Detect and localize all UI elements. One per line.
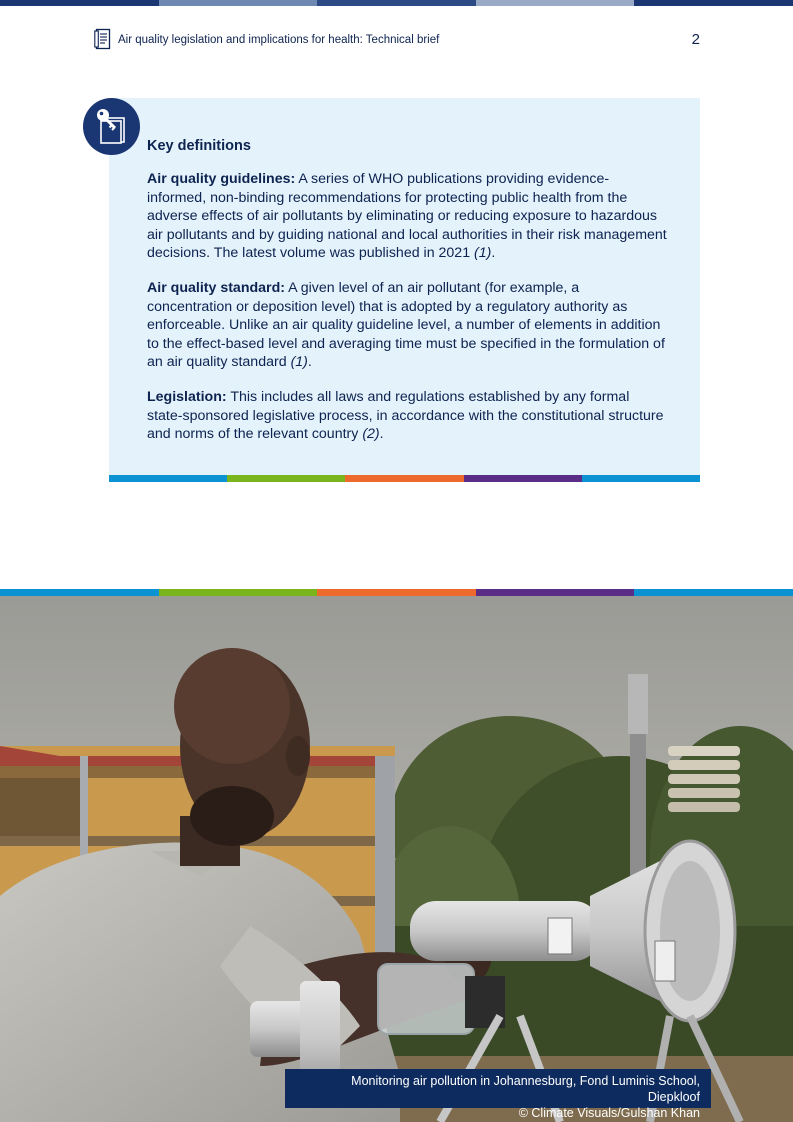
bar-segment-blue	[582, 475, 700, 482]
definitions-content	[147, 138, 667, 460]
photo-color-bar	[0, 589, 793, 596]
bar-segment-blue	[634, 589, 793, 596]
definition-legislation	[147, 388, 667, 444]
key-document-glyph	[95, 108, 129, 144]
definitions-heading: Key definitions	[147, 138, 251, 154]
top-bar-segment	[634, 0, 793, 6]
bar-segment-green	[159, 589, 318, 596]
bar-segment-green	[227, 475, 345, 482]
radiation-shield	[668, 746, 740, 812]
top-bar-segment	[0, 0, 159, 6]
bar-segment-purple	[476, 589, 635, 596]
header-title: Air quality legislation and implications for health: Technical brief	[118, 34, 440, 46]
definition-text: This includes all laws and regulations established by any formal state-sponsored legislative process, in accordance with the constitutional structure and norms of the relevant country	[147, 388, 664, 443]
definition-text: A given level of an air pollutant (for example, a concentration or deposition level) that is adopted by a regulatory authority as enforceable. Unlike an air quality guideline level, a number of elements in addition to the effect-based level and averaging time must be specified in the formulation of an air quality standard	[147, 279, 665, 371]
reference-link[interactable]: (2)	[362, 426, 380, 443]
definition-term: Air quality guidelines:	[147, 171, 296, 187]
photo-illustration	[0, 596, 793, 1122]
photo-air-monitoring	[0, 596, 793, 1122]
reference-link[interactable]: (1)	[290, 354, 308, 371]
running-header	[94, 28, 700, 52]
document-icon	[94, 28, 112, 50]
bar-segment-purple	[464, 475, 582, 482]
caption-description: Monitoring air pollution in Johannesburg, Fond Luminis School, Diepkloof	[351, 1074, 700, 1104]
definition-term: Legislation:	[147, 388, 227, 405]
definition-end: .	[491, 245, 496, 262]
top-color-bar	[0, 0, 793, 6]
definition-end: .	[307, 354, 312, 371]
bar-segment-orange	[317, 589, 476, 596]
bar-segment-orange	[345, 475, 463, 482]
bar-segment-blue	[0, 589, 159, 596]
definition-end: .	[379, 426, 384, 443]
top-bar-segment	[317, 0, 476, 6]
definition-term: Air quality standard:	[147, 279, 285, 296]
definition-air-quality-standard	[147, 279, 667, 372]
photo-caption	[285, 1069, 711, 1120]
top-bar-segment	[159, 0, 318, 6]
bar-segment-blue	[109, 475, 227, 482]
caption-credit: © Climate Visuals/Gulshan Khan	[518, 1106, 700, 1120]
key-document-icon	[83, 98, 140, 155]
reference-link[interactable]: (1)	[474, 245, 492, 262]
page-number: 2	[691, 31, 700, 48]
definition-text: A series of WHO publications providing evidence-informed, non-binding recommendations for protecting public health from the adverse effects of air pollutants by eliminating or reducing exposure to hazardous air pollutants and by guiding national and local authorities in their risk management decisions. The latest volume was published in 2021	[147, 171, 667, 262]
top-bar-segment	[476, 0, 635, 6]
definitions-color-bar	[109, 475, 700, 482]
definition-air-quality-guidelines	[147, 170, 667, 263]
